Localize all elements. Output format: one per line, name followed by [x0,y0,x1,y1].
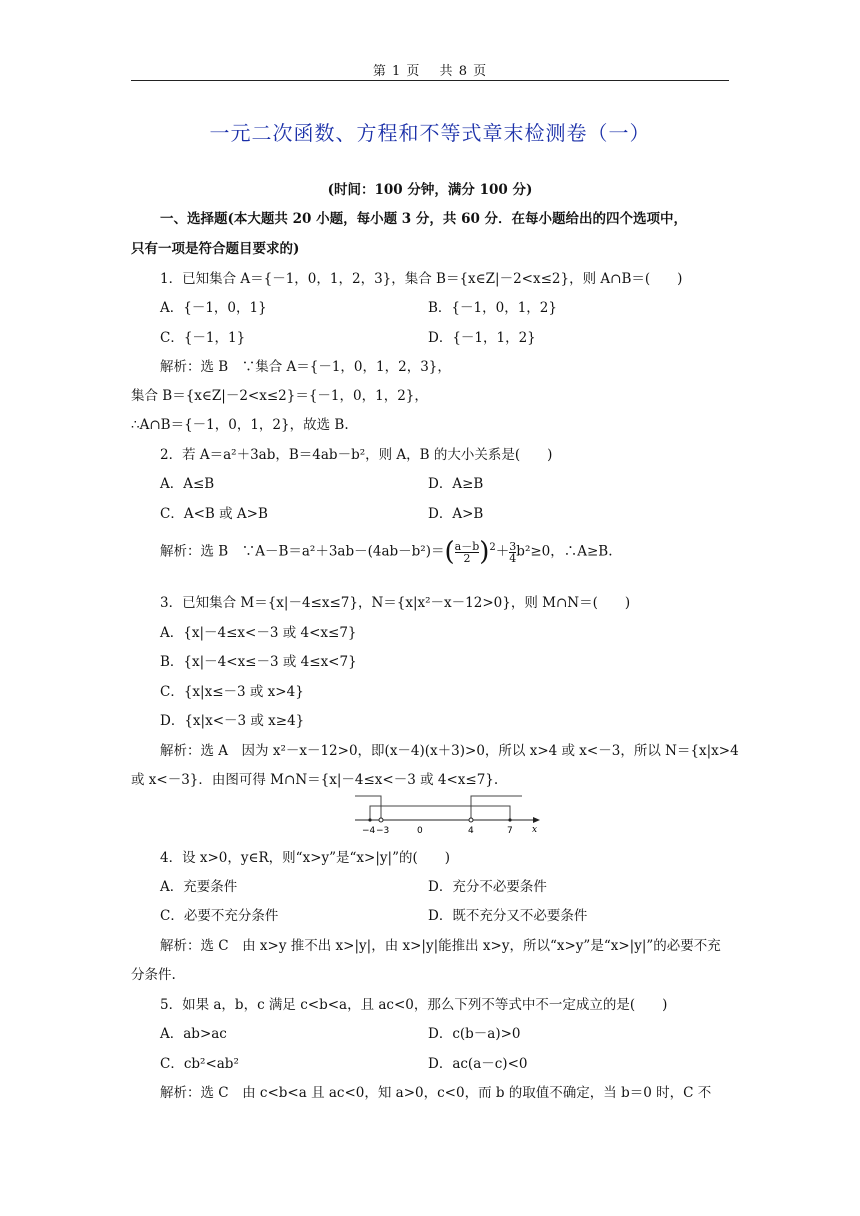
page-header: 第 1 页 共 8 页 [372,64,488,79]
section-heading: 一、选择题(本大题共 20 小题，每小题 3 分，共 60 分．在每小题给出的四个选项中， [160,211,688,227]
axis-arrow [533,817,540,823]
q5-option-a: A．ab>ac [160,1026,227,1042]
q2-option-d: D．A>B [428,506,484,522]
axis-label-x: x [532,825,538,835]
q4-stem: 4．设 x>0，y∈R，则“x>y”是“x>|y|”的( ) [160,850,451,866]
tick-label-7: 7 [507,826,513,836]
q3-option-d: D．{x|x<－3 或 x≥4} [160,713,305,729]
q2-solution-post: b²≥0，∴A≥B. [516,543,613,560]
point-7 [508,818,511,821]
q3-stem: 3．已知集合 M＝{x|－4≤x≤7}，N＝{x|x²－x－12>0}，则 M∩N＝( ) [160,595,631,611]
q3-option-c: C．{x|x≤－3 或 x>4} [160,684,304,700]
q4-option-a: A．充要条件 [160,879,238,895]
right-paren: ) [479,537,490,567]
point-minus-3 [379,818,383,822]
tick-label-4: 4 [468,826,474,836]
q5-option-b: D．c(b－a)>0 [428,1026,521,1042]
fraction-3-over-4: $\frac{3}{4}$ [509,539,517,565]
tick-label-0: 0 [417,826,423,836]
q3-option-b: B．{x|－4<x≤－3 或 4≤x<7} [160,654,357,670]
q1-option-d: D．{－1，1，2} [428,330,536,346]
set-n-right-bracket [471,796,522,820]
q5-option-c: C．cb²<ab² [160,1056,239,1072]
q1-solution-2: 集合 B＝{x∈Z|－2<x≤2}＝{－1，0，1，2}， [131,388,428,404]
plus-sign: ＋ [495,543,510,560]
q1-option-c: C．{－1，1} [160,330,246,346]
q4-solution-1: 解析：选 C 由 x>y 推不出 x>|y|，由 x>|y|能推出 x>y，所以“x>y”是“x>|y|”的必要不充 [160,938,721,954]
q2-option-b: D．A≥B [428,476,484,492]
fraction-a-minus-b-over-2: $\frac{a-b}{2}$ [454,539,480,565]
q2-option-a: A．A≤B [160,476,215,492]
q2-solution [160,533,760,567]
q1-option-b: B．{－1，0，1，2} [428,300,557,316]
q4-option-c: C．必要不充分条件 [160,908,279,924]
tick-label-minus-3: −3 [376,826,390,836]
q5-stem: 5．如果 a，b，c 满足 c<b<a，且 ac<0，那么下列不等式中不一定成立的是( ) [160,997,668,1013]
q1-option-a: A．{－1，0，1} [160,300,267,316]
q1-solution-1: 解析：选 B ∵集合 A＝{－1，0，1，2，3}， [160,359,451,375]
q2-option-c: C．A<B 或 A>B [160,506,268,522]
set-n-left-bracket [355,796,381,820]
q4-solution-2: 分条件. [131,967,176,983]
point-4 [469,818,473,822]
set-m-bracket [370,806,510,820]
header-rule [131,80,729,81]
q2-solution-pre: 解析：选 B ∵A－B＝a²＋3ab－(4ab－b²)＝ [160,543,445,560]
doc-title: 一元二次函数、方程和不等式章末检测卷（一） [209,121,651,145]
section-heading-cont: 只有一项是符合题目要求的) [131,241,300,257]
q1-solution-3: ∴A∩B＝{－1，0，1，2}，故选 B. [131,417,349,433]
q2-stem: 2．若 A＝a²＋3ab，B＝4ab－b²，则 A，B 的大小关系是( ) [160,447,553,463]
exam-meta: (时间：100 分钟，满分 100 分) [327,182,533,198]
q5-solution-1: 解析：选 C 由 c<b<a 且 ac<0，知 a>0，c<0，而 b 的取值不确定，当 b＝0 时，C 不 [160,1085,712,1101]
square-exponent: 2 [489,542,496,553]
q5-option-d: D．ac(a－c)<0 [428,1056,528,1072]
q1-stem: 1．已知集合 A＝{－1，0，1，2，3}，集合 B＝{x∈Z|－2<x≤2}，则 A∩B＝( ) [160,271,683,287]
q3-solution-2: 或 x<－3}．由图可得 M∩N＝{x|－4≤x<－3 或 4<x≤7}. [131,772,499,788]
q4-option-d: D．既不充分又不必要条件 [428,908,588,924]
q3-solution-1: 解析：选 A 因为 x²－x－12>0，即(x－4)(x＋3)>0，所以 x>4 或 x<－3，所以 N＝{x|x>4 [160,743,739,759]
tick-label-minus-4: −4 [362,826,376,836]
left-paren: ( [444,537,455,567]
q4-option-b: D．充分不必要条件 [428,879,547,895]
q3-option-a: A．{x|－4≤x<－3 或 4<x≤7} [160,625,357,641]
point-minus-4 [368,818,371,821]
number-line-figure [350,790,550,836]
